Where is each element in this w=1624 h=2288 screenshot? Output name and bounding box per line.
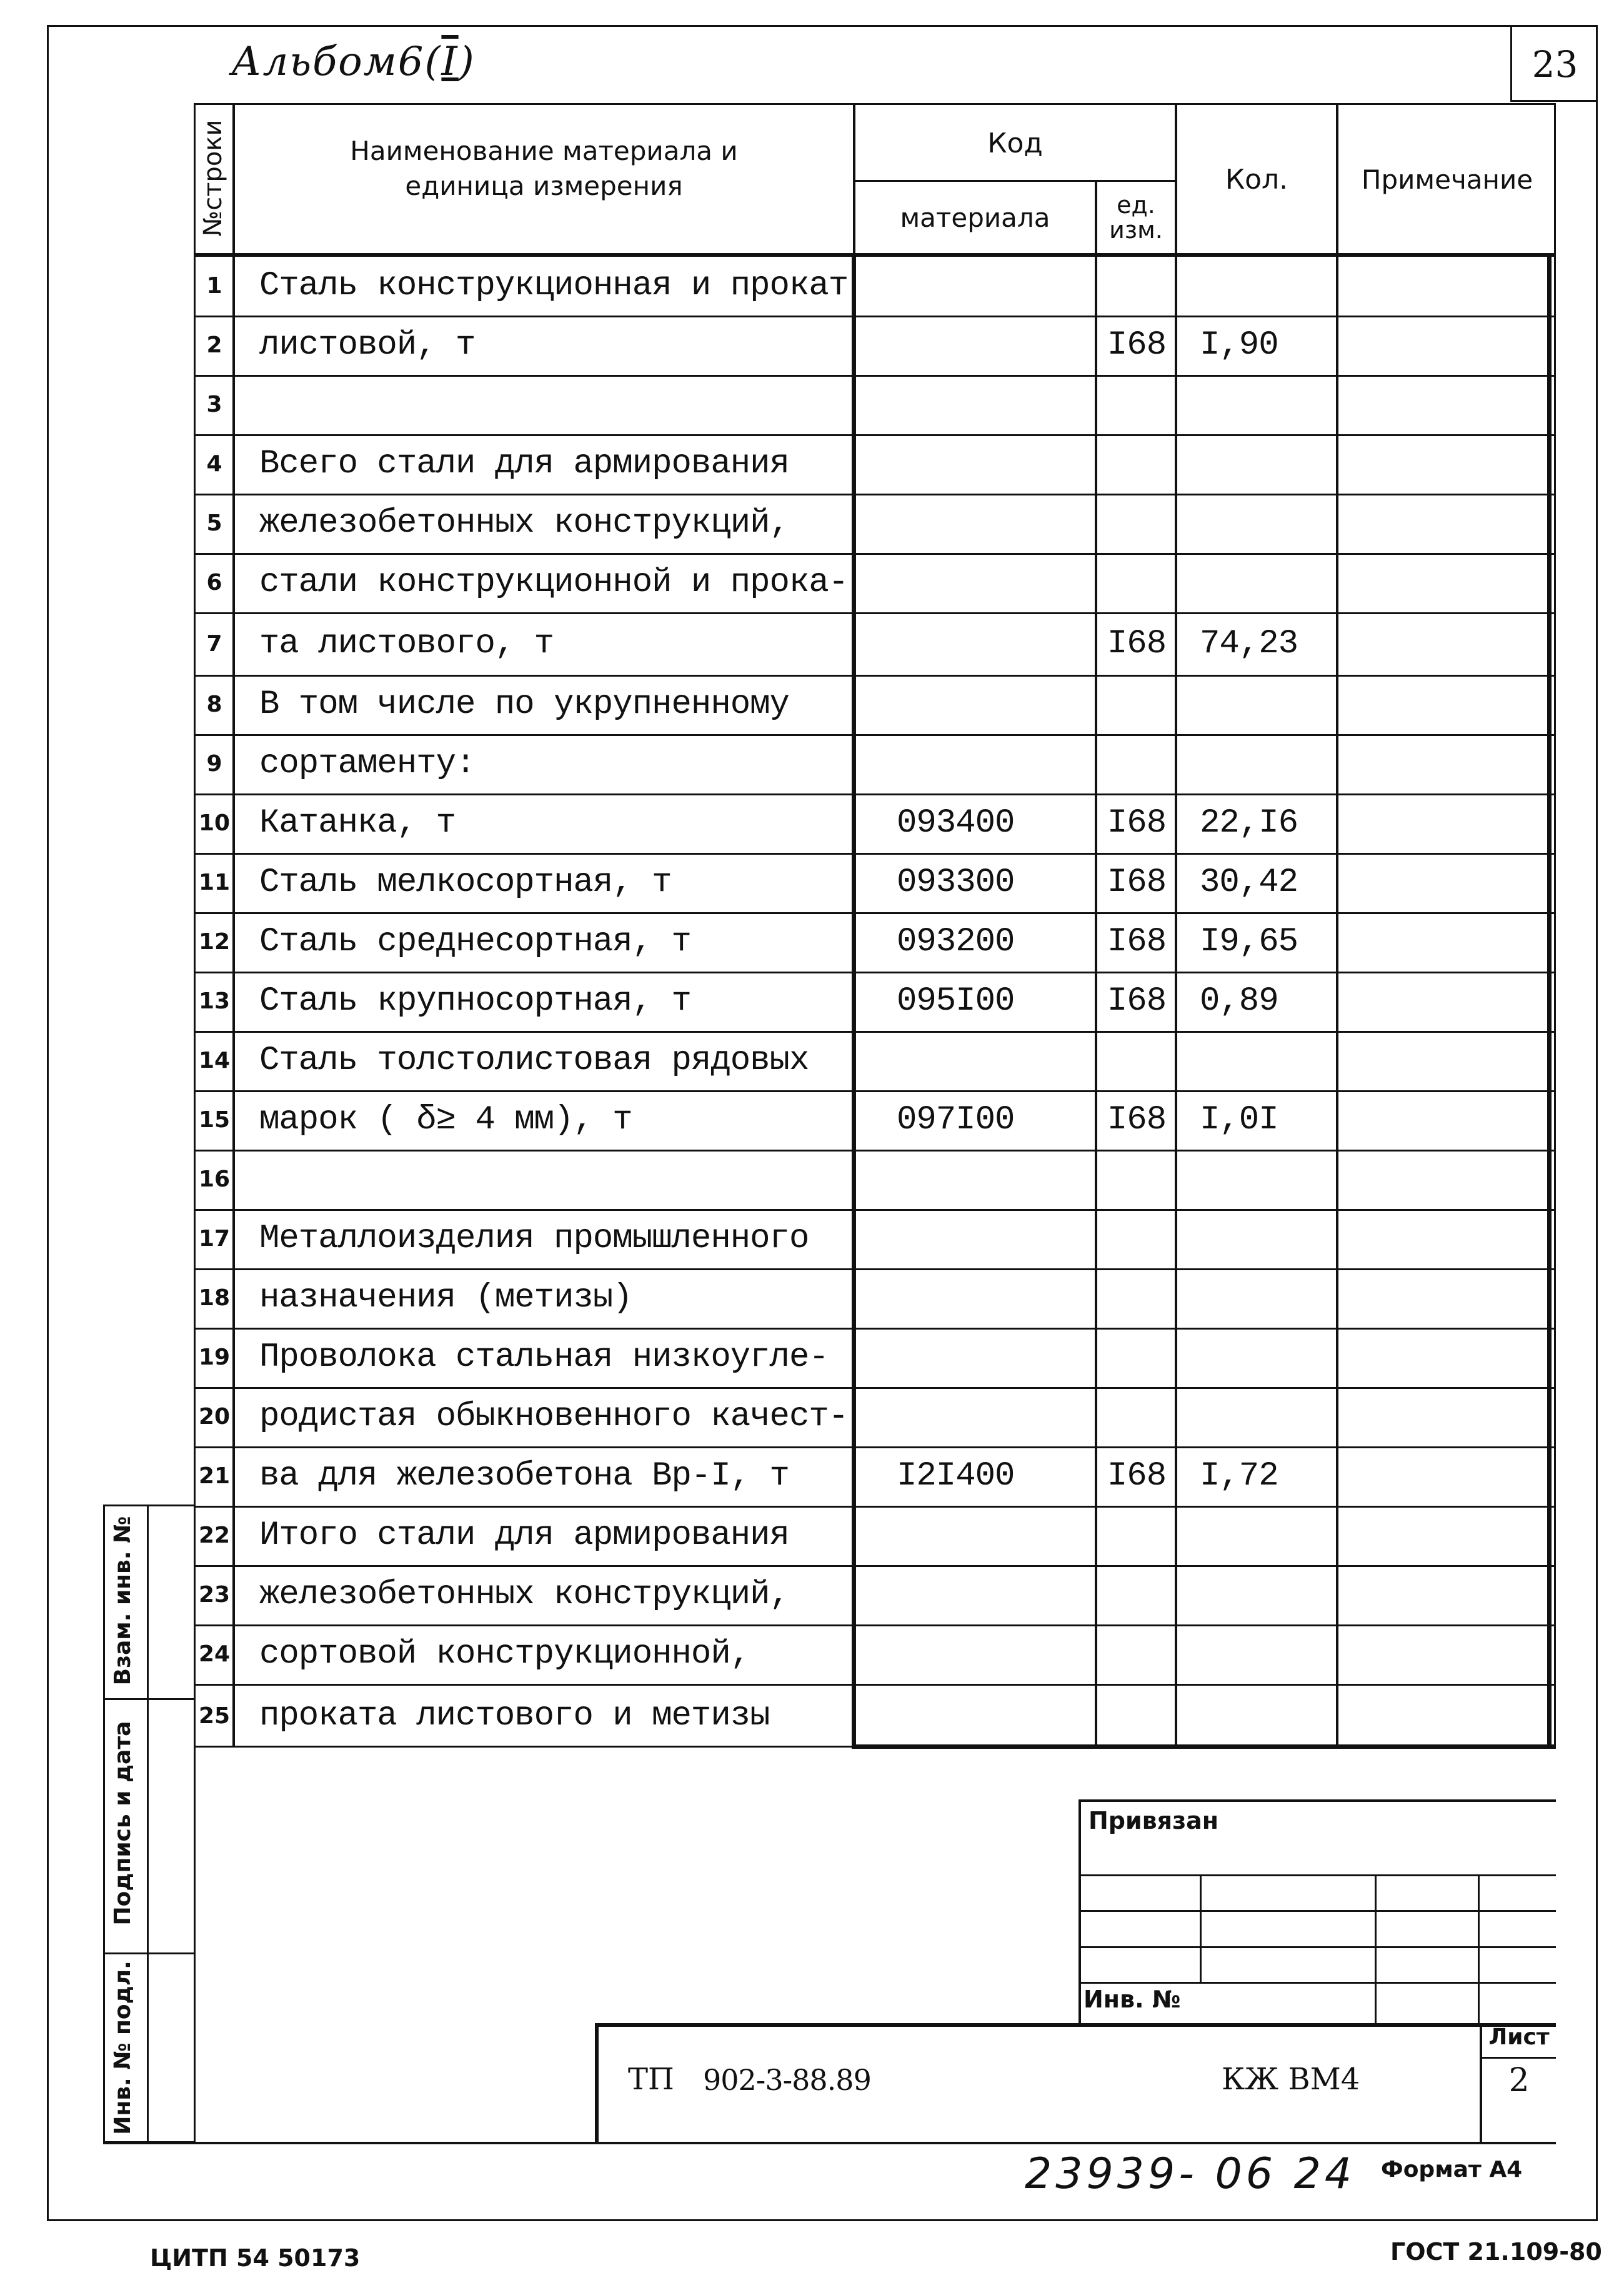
- row-unit: I68: [1107, 1457, 1167, 1495]
- row-name: Сталь толстолистовая рядовых: [259, 1042, 809, 1080]
- row-code: [897, 256, 1090, 316]
- title-row-left: [595, 2023, 599, 2144]
- row-number: 4: [206, 451, 222, 477]
- row-number: 5: [206, 510, 222, 536]
- row-number: 3: [206, 392, 222, 417]
- tp-number: 902-3-88.89: [703, 2063, 871, 2097]
- row-number: 15: [198, 1107, 231, 1133]
- row-code: 093300: [897, 863, 1015, 902]
- row-code: [897, 316, 1090, 375]
- stamp-vzam-label: Взам. инв. №: [110, 1516, 136, 1686]
- row-number: 14: [198, 1048, 231, 1073]
- row-name: Итого стали для армирования: [259, 1516, 789, 1554]
- row-unit: [1100, 1268, 1173, 1328]
- row-qty: I,90: [1200, 326, 1278, 364]
- row-name: сортовой конструкционной,: [259, 1635, 750, 1673]
- row-code: [897, 675, 1090, 734]
- side-stamp-divider: [147, 1505, 149, 2143]
- header-name-line1: Наименование материала и: [350, 136, 738, 166]
- col-line-qty-left: [1175, 103, 1177, 1748]
- row-number: 18: [198, 1285, 231, 1311]
- row-number: 11: [198, 870, 231, 895]
- row-qty: 30,42: [1200, 863, 1298, 902]
- row-name: Сталь среднесортная, т: [259, 923, 691, 961]
- row-qty: [1200, 434, 1334, 494]
- row-qty: [1200, 256, 1334, 316]
- row-code: [897, 1684, 1090, 1748]
- row-unit: [1100, 1209, 1173, 1268]
- row-qty: [1200, 1031, 1334, 1090]
- row-name: [259, 375, 850, 434]
- row-code: [897, 553, 1090, 612]
- row-qty: [1200, 1387, 1334, 1446]
- row-name: В том числе по укрупненному: [259, 685, 789, 724]
- row-code: I2I400: [897, 1457, 1015, 1495]
- gost-label: ГОСТ 21.109-80: [1390, 2238, 1602, 2266]
- row-number: 16: [198, 1166, 231, 1192]
- row-unit: I68: [1107, 624, 1167, 663]
- row-qty: I9,65: [1200, 923, 1298, 961]
- row-unit: [1100, 1624, 1173, 1684]
- row-number: 17: [198, 1226, 231, 1251]
- header-unit-line1: ед.: [1117, 191, 1155, 219]
- row-number: 23: [198, 1582, 231, 1608]
- row-number: 13: [198, 988, 231, 1014]
- row-name: Сталь конструкционная и прокат: [259, 267, 849, 305]
- row-number: 22: [198, 1523, 231, 1548]
- row-code: [897, 1209, 1090, 1268]
- row-name: железобетонных конструкций,: [259, 1576, 789, 1614]
- row-name: стали конструкционной и прока-: [259, 564, 849, 602]
- row-name: листовой, т: [259, 326, 476, 364]
- row-unit: [1100, 494, 1173, 553]
- row-code: [897, 375, 1090, 434]
- row-number: 9: [206, 751, 222, 777]
- row-code: [897, 1387, 1090, 1446]
- col-line-note-left: [1336, 103, 1338, 1748]
- row-unit: [1100, 256, 1173, 316]
- header-unit: [1097, 182, 1175, 253]
- row-unit: [1100, 1328, 1173, 1387]
- format-label: Формат А4: [1381, 2157, 1523, 2182]
- row-number: 24: [198, 1641, 231, 1667]
- privyazan-v2: [1375, 1874, 1377, 2024]
- row-number: 12: [198, 929, 231, 955]
- privyazan-h4: [1079, 1982, 1556, 1984]
- left-code: ЦИТП 54 50173: [150, 2244, 361, 2272]
- album-part-open: (: [424, 39, 442, 85]
- row-name: [259, 1150, 850, 1209]
- row-name: Сталь крупносортная, т: [259, 982, 691, 1020]
- row-name: назначения (метизы): [259, 1279, 632, 1317]
- row-name: ва для железобетона Вр-I, т: [259, 1457, 789, 1495]
- side-stamp-h2: [103, 1952, 196, 1954]
- row-qty: [1200, 494, 1334, 553]
- row-number: 10: [198, 810, 231, 836]
- row-qty: [1200, 1684, 1334, 1748]
- sheet-number: 2: [1508, 2062, 1530, 2099]
- row-code: [897, 1624, 1090, 1684]
- row-name: Металлоизделия промышленного: [259, 1220, 809, 1258]
- row-qty: 22,I6: [1200, 804, 1298, 842]
- row-unit: [1100, 675, 1173, 734]
- row-qty: I,72: [1200, 1457, 1278, 1495]
- row-unit: [1100, 375, 1173, 434]
- row-number: 19: [198, 1345, 231, 1370]
- row-number: 8: [206, 692, 222, 717]
- row-code: 097I00: [897, 1101, 1015, 1139]
- row-qty: [1200, 1624, 1334, 1684]
- row-name: марок ( δ≥ 4 мм), т: [259, 1101, 632, 1139]
- privyazan-top: [1079, 1799, 1556, 1802]
- row-code: [897, 612, 1090, 675]
- row-number: 7: [206, 630, 222, 657]
- row-unit: [1100, 1387, 1173, 1446]
- row-name: железобетонных конструкций,: [259, 504, 789, 542]
- row-unit: I68: [1107, 326, 1167, 364]
- tp-label: ТП: [628, 2062, 674, 2097]
- handwritten-number: 23939- 06 24: [1025, 2149, 1356, 2199]
- album-part: I: [441, 39, 459, 85]
- row-qty: [1200, 1150, 1334, 1209]
- row-code: [897, 734, 1090, 793]
- row-name: Катанка, т: [259, 804, 456, 842]
- row-name: Проволока стальная низкоугле-: [259, 1338, 829, 1376]
- row-unit: I68: [1107, 1101, 1167, 1139]
- sheet-box-divider: [1480, 2057, 1556, 2059]
- privyazan-h2: [1079, 1910, 1556, 1912]
- row-code: [897, 1506, 1090, 1565]
- row-code: [897, 1150, 1090, 1209]
- row-code: [897, 1565, 1090, 1624]
- stamp-podpis-label: Подпись и дата: [110, 1721, 136, 1926]
- col-line-unit-left: [1095, 181, 1097, 1748]
- title-row-top: [595, 2023, 1556, 2027]
- row-unit: [1100, 1031, 1173, 1090]
- row-name: Сталь мелкосортная, т: [259, 863, 672, 902]
- row-qty: [1200, 734, 1334, 793]
- doc-code: КЖ ВМ4: [1222, 2062, 1360, 2097]
- row-code: [897, 1031, 1090, 1090]
- privyazan-label: Привязан: [1088, 1807, 1219, 1834]
- row-number: 20: [198, 1404, 231, 1430]
- row-name: проката листового и метизы: [259, 1696, 770, 1735]
- code-block-left-thick: [852, 253, 856, 1748]
- title-block-bottom: [103, 2142, 1556, 2144]
- row-qty: [1200, 1565, 1334, 1624]
- header-unit-line2: изм.: [1109, 216, 1163, 244]
- row-name: родистая обыкновенного качест-: [259, 1398, 849, 1436]
- row-unit: [1100, 1506, 1173, 1565]
- album-part-close: ): [458, 39, 476, 85]
- row-qty: [1200, 1268, 1334, 1328]
- sheet-label: Лист: [1488, 2024, 1550, 2050]
- row-unit: [1100, 734, 1173, 793]
- page-number: 23: [1532, 43, 1578, 86]
- header-code: Код: [987, 127, 1043, 159]
- row-number: 21: [198, 1463, 231, 1489]
- privyazan-h3: [1079, 1946, 1556, 1948]
- row-unit: [1100, 1150, 1173, 1209]
- privyazan-left: [1079, 1799, 1081, 2024]
- row-qty: [1200, 1209, 1334, 1268]
- row-name: сортаменту:: [259, 745, 476, 783]
- row-code: [897, 434, 1090, 494]
- row-qty: 74,23: [1200, 624, 1298, 663]
- header-note: Примечание: [1361, 164, 1533, 195]
- row-unit: I68: [1107, 804, 1167, 842]
- row-code: 093400: [897, 804, 1015, 842]
- header-qty: Кол.: [1225, 164, 1288, 196]
- row-code: [897, 494, 1090, 553]
- stamp-inv-podl-label: Инв. № подл.: [110, 1961, 136, 2135]
- row-unit: [1100, 434, 1173, 494]
- inv-no-label: Инв. №: [1083, 1986, 1181, 2013]
- row-name: та листового, т: [259, 624, 554, 663]
- privyazan-v1: [1200, 1874, 1202, 1982]
- page-number-underline: [1510, 100, 1598, 102]
- row-code: [897, 1268, 1090, 1328]
- header-name-line2: единица измерения: [405, 171, 683, 201]
- row-unit: I68: [1107, 863, 1167, 902]
- row-code: [897, 1328, 1090, 1387]
- row-unit: I68: [1107, 923, 1167, 961]
- row-qty: [1200, 375, 1334, 434]
- privyazan-v3: [1478, 1874, 1480, 2024]
- row-qty: [1200, 1328, 1334, 1387]
- row-number: 25: [198, 1703, 231, 1729]
- row-code: 093200: [897, 923, 1015, 961]
- col-line-rowno: [232, 103, 235, 1748]
- row-unit: [1100, 553, 1173, 612]
- row-qty: [1200, 553, 1334, 612]
- code-block-right-thick: [1547, 253, 1552, 1748]
- row-qty: I,0I: [1200, 1101, 1278, 1139]
- row-code: 095I00: [897, 982, 1015, 1020]
- album-name: Альбом6: [231, 39, 425, 85]
- row-number: 2: [206, 332, 222, 358]
- header-name: [235, 125, 853, 212]
- row-number: 6: [206, 570, 222, 595]
- row-number: 1: [206, 273, 222, 299]
- row-qty: [1200, 1506, 1334, 1565]
- privyazan-h1: [1079, 1874, 1556, 1876]
- album-label: [231, 39, 476, 85]
- row-unit: I68: [1107, 982, 1167, 1020]
- row-unit: [1100, 1684, 1173, 1748]
- header-row-no: №строки: [199, 119, 227, 237]
- row-qty: 0,89: [1200, 982, 1278, 1020]
- row-name: Всего стали для армирования: [259, 445, 789, 483]
- header-material: материала: [900, 202, 1050, 233]
- row-qty: [1200, 675, 1334, 734]
- row-unit: [1100, 1565, 1173, 1624]
